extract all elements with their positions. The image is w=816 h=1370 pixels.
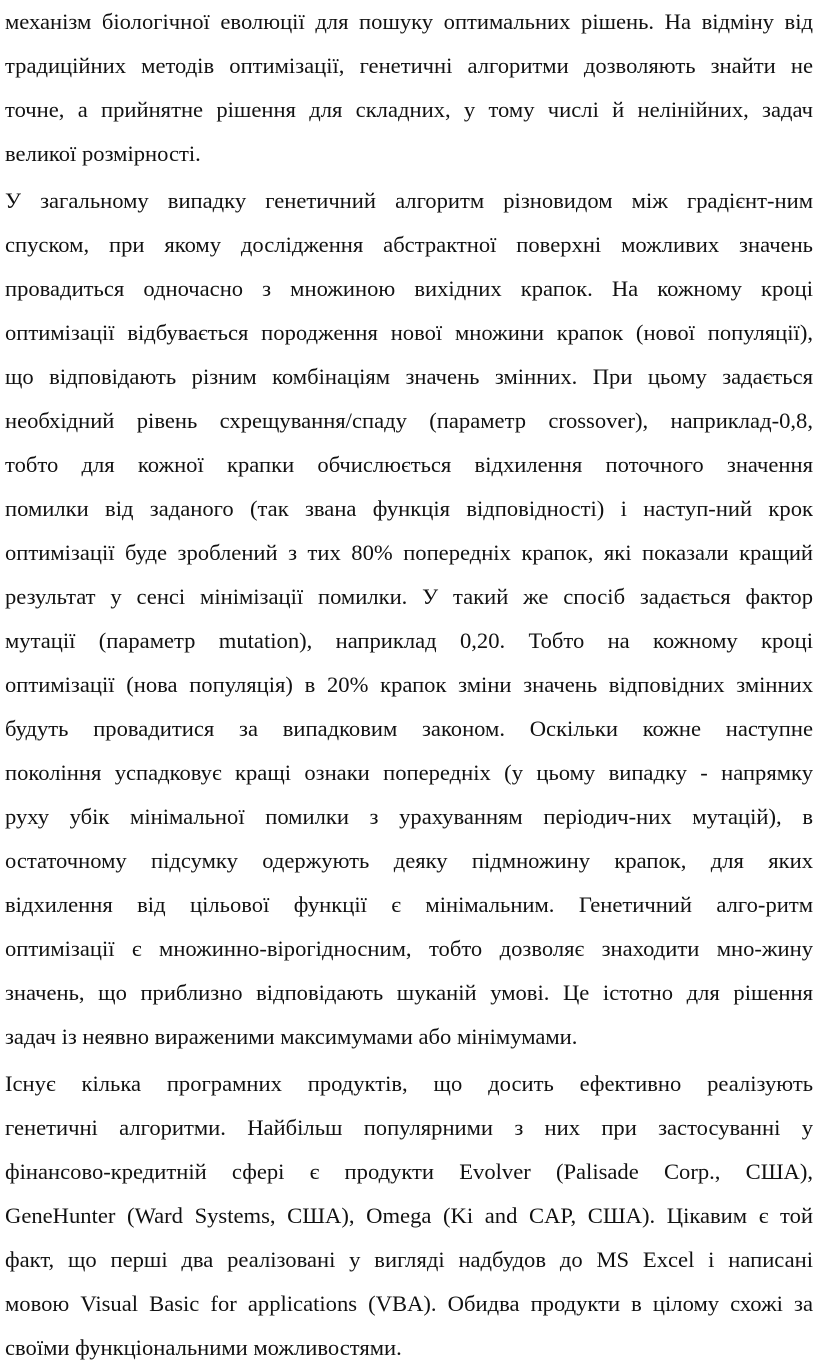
text-line: відхилення від цільової функції є мінімальним. Генетичний алго-ритм (5, 892, 813, 917)
text-line: будуть провадитися за випадковим законом. Оскільки кожне наступне (5, 716, 813, 741)
text-line: генетичні алгоритми. Найбільш популярними з них при застосуванні у (5, 1115, 813, 1140)
text-line: У загальному випадку генетичний алгоритм різновидом між градієнт-ним (5, 188, 813, 213)
text-line: результат у сенсі мінімізації помилки. У такий же спосіб задається фактор (5, 584, 813, 609)
text-line: оптимізації буде зроблений з тих 80% попередніх крапок, які показали кращий (5, 540, 813, 565)
text-line: великої розмірності. (5, 141, 201, 166)
text-line: Існує кілька програмних продуктів, що досить ефективно реалізують (5, 1071, 813, 1096)
text-line: провадиться одночасно з множиною вихідних крапок. На кожному кроці (5, 276, 813, 301)
text-line: руху убік мінімальної помилки з урахуванням періодич-них мутацій), в (5, 804, 813, 829)
document-page (5, 0, 813, 1370)
text-line: факт, що перші два реалізовані у вигляді надбудов до MS Excel і написані (5, 1247, 813, 1272)
paragraph-genetic-intro (5, 0, 813, 176)
text-line: оптимізації є множинно-вірогідносним, тобто дозволяє знаходити мно-жину (5, 936, 813, 961)
text-line: що відповідають різним комбінаціям значень змінних. При цьому задається (5, 364, 813, 389)
text-line: задач із неявно вираженими максимумами або мінімумами. (5, 1024, 578, 1049)
text-line: тобто для кожної крапки обчислюється відхилення поточного значення (5, 452, 813, 477)
paragraph-software-products (5, 1062, 813, 1370)
text-line: остаточному підсумку одержують деяку підмножину крапок, для яких (5, 848, 813, 873)
text-line: GeneHunter (Ward Systems, США), Omega (Ki and CAP, США). Цікавим є той (5, 1203, 813, 1228)
paragraph-genetic-algorithm (5, 179, 813, 1059)
text-line: необхідний рівень схрещування/спаду (параметр crossover), наприклад-0,8, (5, 408, 813, 433)
text-line: фінансово-кредитній сфері є продукти Evolver (Palisade Corp., США), (5, 1159, 813, 1184)
text-line: своїми функціональними можливостями. (5, 1335, 402, 1360)
text-line: значень, що приблизно відповідають шуканій умові. Це істотно для рішення (5, 980, 813, 1005)
text-line: оптимізації відбувається породження нової множини крапок (нової популяції), (5, 320, 813, 345)
text-line: точне, а прийнятне рішення для складних, у тому числі й нелінійних, задач (5, 97, 813, 122)
text-line: спуском, при якому дослідження абстрактної поверхні можливих значень (5, 232, 813, 257)
text-line: традиційних методів оптимізації, генетичні алгоритми дозволяють знайти не (5, 53, 813, 78)
text-line: мовою Visual Basic for applications (VBA). Обидва продукти в цілому схожі за (5, 1291, 813, 1316)
text-line: оптимізації (нова популяція) в 20% крапок зміни значень відповідних змінних (5, 672, 813, 697)
text-line: мутації (параметр mutation), наприклад 0,20. Тобто на кожному кроці (5, 628, 813, 653)
text-line: покоління успадковує кращі ознаки попередніх (у цьому випадку - напрямку (5, 760, 813, 785)
text-line: помилки від заданого (так звана функція відповідності) і наступ-ний крок (5, 496, 813, 521)
text-line: механізм біологічної еволюції для пошуку оптимальних рішень. На відміну від (5, 9, 813, 34)
